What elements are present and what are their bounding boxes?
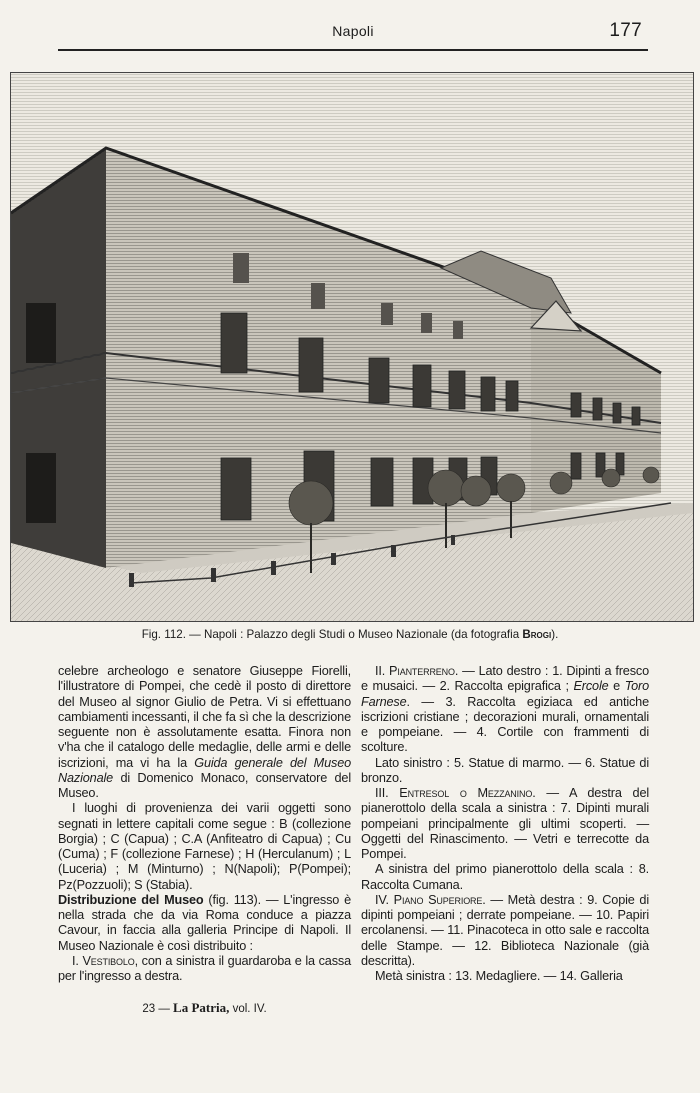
section-heading: Distribuzione del Museo <box>58 892 204 907</box>
text: . — A destra del pianerottolo della scala a sinistra : 7. Dipinti murali pompeiani principalmente gli ultimi scoperti. — Oggetti del Rinascimento. — Vetri e terrecotte da Pompei. <box>361 786 650 861</box>
text: Metà sinistra : 13. Medagliere. — 14. Galleria <box>375 969 623 983</box>
figure-caption <box>30 628 670 641</box>
text: A sinistra del primo pianerottolo della scala : 8. Raccolta Cumana. <box>361 862 649 892</box>
signature-number: 23 — <box>142 1003 170 1015</box>
right-column <box>361 664 649 984</box>
text: IV. <box>375 892 389 907</box>
section-name: Piano Superiore <box>393 892 483 907</box>
paragraph <box>58 801 351 893</box>
guide-title: Guida generale del Museo Nazionale <box>58 755 352 785</box>
text: Ercole <box>573 679 609 694</box>
header-rule <box>58 49 648 51</box>
text: di Domenico Monaco, conservatore del Museo. <box>58 770 351 800</box>
text: . — Lato destro : 1. Dipinti a fresco e musaici. — 2. Raccolta epigrafica ; <box>361 664 649 694</box>
section-name: Entresol o Mezzanino <box>399 786 533 800</box>
paragraph <box>361 664 649 756</box>
text: . — 3. Raccolta egiziaca ed antiche iscrizioni cristiane ; decorazioni murali, ornamentali e pompeiane. — 4. Cortile con frammenti di scolture. <box>361 694 649 755</box>
section-name: Vestibolo <box>82 953 135 968</box>
text: I. <box>72 953 79 968</box>
text: , con a sinistra il guardaroba e la cassa per l'ingresso a destra. <box>58 953 352 983</box>
text: (fig. 113). — L'ingresso è nella strada che da via Roma conduce a piazza Cavour, in faccia alla galleria Principe di Napoli. Il Museo Nazionale è così distribuito : <box>58 892 351 953</box>
paragraph <box>361 893 649 969</box>
signature-footer <box>58 1000 351 1016</box>
text: e <box>613 679 621 694</box>
text: Toro Farnese <box>361 679 650 709</box>
left-column <box>58 664 351 984</box>
publication-title: La Patria, <box>173 1000 230 1015</box>
paragraph <box>58 954 351 985</box>
text: celebre archeologo e senatore Giuseppe Fiorelli, l'illustratore di Pompei, che cedè il posto di direttore del Museo al signor Giulio de Petra. Vi si effettuano cambiamenti incessanti, il che fa sì che la descrizione seguente non è assolutamente esatta. Finora non v'ha che il catalogo delle medaglie, delle armi e delle iscrizioni, ma vi ha la <box>58 664 351 770</box>
caption-text: Fig. 112. — Napoli : Palazzo degli Studi o Museo Nazionale (da fotografia <box>141 628 520 641</box>
volume-label: vol. IV. <box>232 1003 267 1015</box>
running-header <box>58 18 648 44</box>
text: Lato sinistro : 5. Statue di marmo. — 6. Statue di bronzo. <box>361 755 649 785</box>
text: I luoghi di provenienza dei varii oggetti sono segnati in lettere capitali come segue : B (collezione Borgia) ; C (Capua) ; C.A (Anfiteatro di Capua) ; Cu (Cuma) ; F (collezione Farnese) ; H (Herculanum) ; L (Luceria) ; M (Minturno) ; N(Napoli); P(Pompei); Pz(Pozzuoli); S (Stabia). <box>58 801 351 892</box>
engraving-museo-nazionale <box>10 72 694 622</box>
paragraph <box>361 756 649 787</box>
paragraph <box>361 969 649 984</box>
paragraph <box>58 893 351 954</box>
caption-suffix: ). <box>551 628 559 641</box>
building-illustration <box>11 73 693 621</box>
section-name: Pianterreno <box>389 664 455 678</box>
header-title: Napoli <box>332 23 374 39</box>
text: . — Metà destra : 9. Copie di dipinti pompeiani ; derrate pompeiane. — 10. Papiri ercolanensi. — 11. Pinacoteca in otto sale e raccolta delle Stampe. — 12. Biblioteca Nazionale (già descritta). <box>361 892 649 968</box>
paragraph <box>361 862 649 893</box>
paragraph <box>58 664 351 801</box>
paragraph <box>361 786 649 862</box>
text: III. <box>375 786 389 800</box>
text: II. <box>375 664 386 678</box>
page-number: 177 <box>609 20 642 41</box>
caption-credit: Brogi <box>522 628 552 641</box>
